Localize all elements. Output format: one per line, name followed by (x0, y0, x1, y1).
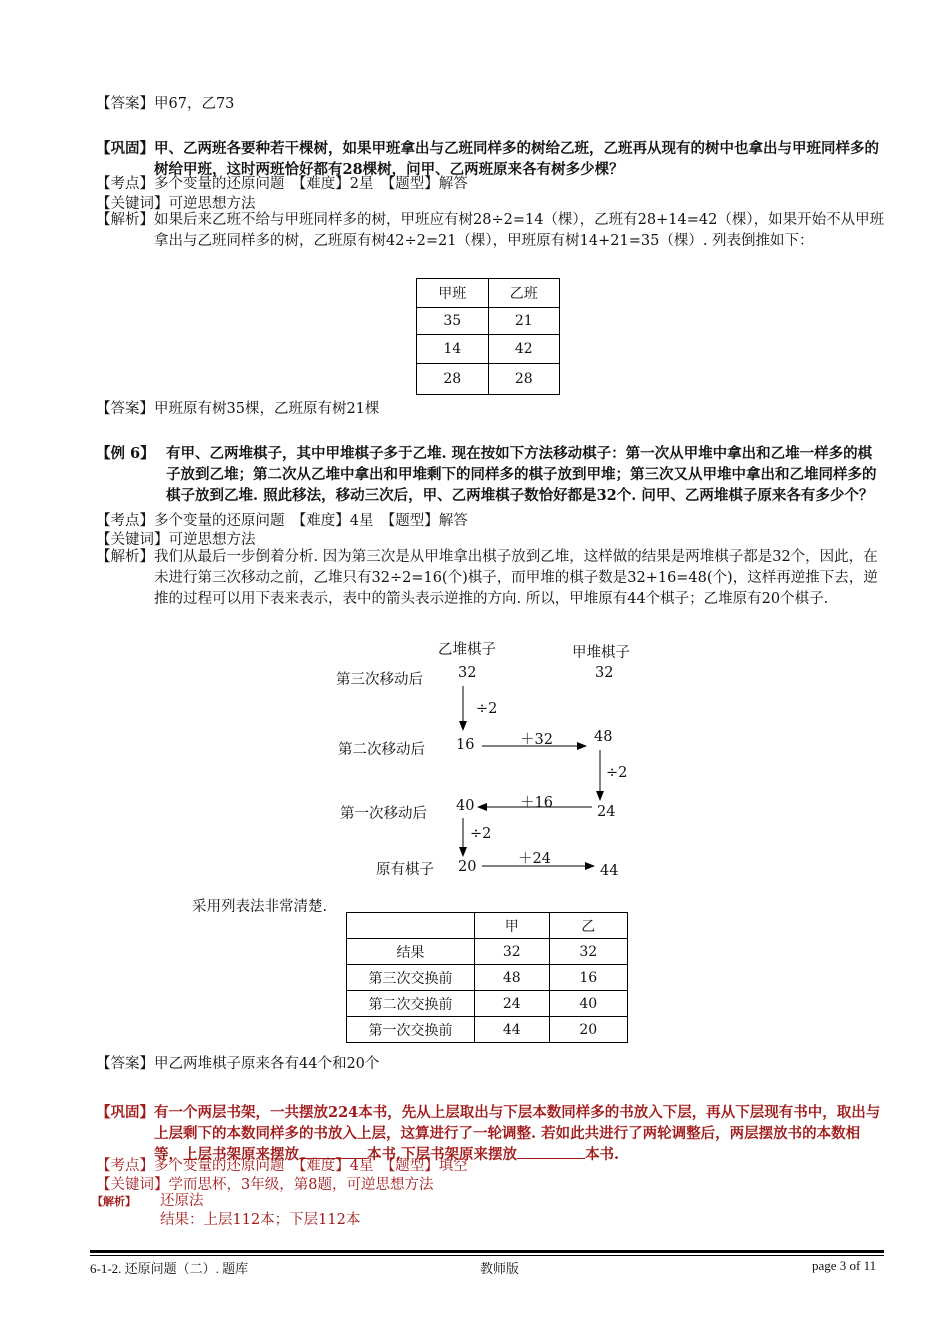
op-c: ÷2 (606, 765, 628, 781)
table-cell: 28 (417, 364, 489, 395)
exchange-table (346, 912, 628, 1043)
yi-0: 20 (458, 859, 477, 875)
table-cell: 21 (488, 308, 560, 335)
analysis-line-1: 还原法 (160, 1193, 204, 1209)
footer-rule-thin (90, 1255, 884, 1256)
yi-1: 40 (456, 798, 475, 814)
kaodian-line: 【考点】多个变量的还原问题 【难度】4星 【题型】解答 (96, 513, 468, 529)
table-cell: 20 (549, 1017, 628, 1043)
table-row (347, 965, 628, 991)
table-header-cell: 甲班 (417, 279, 489, 308)
keyword-line: 【关键词】可逆思想方法 (96, 532, 256, 548)
table-row (347, 1017, 628, 1043)
footer-center: 教师版 (480, 1261, 520, 1276)
table-header-cell: 乙 (549, 913, 628, 939)
footer-left: 6-1-2. 还原问题（二）. 题库 (90, 1261, 249, 1276)
table-cell: 第二次交换前 (347, 991, 475, 1017)
op-d: ＋16 (520, 795, 553, 811)
example-tag: 【例 6】 (96, 445, 155, 462)
row-0-label: 原有棋子 (376, 862, 434, 878)
question-part-b: 本书,下层书架原来摆放 (367, 1146, 518, 1163)
table-row (347, 939, 628, 965)
table-cell: 35 (417, 308, 489, 335)
op-b: ＋32 (520, 732, 553, 748)
table-row (347, 913, 628, 939)
col-jia-label: 甲堆棋子 (572, 645, 630, 661)
table-cell: 48 (475, 965, 550, 991)
analysis-tag: 【解析】 (92, 1195, 136, 1208)
answer-line: 【答案】甲乙两堆棋子原来各有44个和20个 (96, 1056, 380, 1072)
row-3-label: 第三次移动后 (336, 672, 423, 688)
jia-1: 24 (597, 804, 616, 820)
analysis-text: 如果后来乙班不给与甲班同样多的树，甲班应有树28÷2=14（棵），乙班有28+14=42（棵），如果开始不从甲班拿出与乙班同样多的树，乙班原有树42÷2=21（棵），甲班原有树14+21=35（棵）. 列表倒推如下： (154, 212, 885, 249)
jia-0: 44 (600, 863, 619, 879)
yi-3: 32 (458, 665, 477, 681)
answer-line: 【答案】甲班原有树35棵，乙班原有树21棵 (96, 401, 380, 417)
question-part-a: 有一个两层书架，一共摆放224本书，先从上层取出与下层本数同样多的书放入下层，再从下层现有书中，取出与上层剩下的本数同样多的书放入上层，这算进行了一轮调整. 若如此共进行了两轮调整后，两层摆放书的本数相等，上层书架原来摆放 (154, 1104, 881, 1163)
table-header-cell: 乙班 (488, 279, 560, 308)
op-e: ÷2 (470, 826, 492, 842)
table-header-cell: 甲 (475, 913, 550, 939)
table-cell: 32 (475, 939, 550, 965)
op-a: ÷2 (476, 701, 498, 717)
op-f: ＋24 (518, 851, 551, 867)
table-cell: 14 (417, 335, 489, 364)
question-tag: 【巩固】 (96, 140, 154, 157)
table-cell: 第一次交换前 (347, 1017, 475, 1043)
example-text: 有甲、乙两堆棋子，其中甲堆棋子多于乙堆. 现在按如下方法移动棋子：第一次从甲堆中拿出和乙堆一样多的棋子放到乙堆；第二次从乙堆中拿出和甲堆剩下的同样多的棋子放到甲堆；第三次又从甲堆中拿出和乙堆同样多的棋子放到乙堆. 照此移法，移动三次后，甲、乙两堆棋子数恰好都是32个. 问甲、乙两堆棋子原来各有多少个？ (166, 445, 877, 504)
col-yi-label: 乙堆棋子 (438, 642, 496, 658)
jia-2: 48 (594, 729, 613, 745)
table-row (347, 991, 628, 1017)
table-cell: 32 (549, 939, 628, 965)
jia-3: 32 (595, 665, 614, 681)
analysis-line-2: 结果：上层112本；下层112本 (160, 1212, 361, 1228)
analysis-tag: 【解析】 (96, 212, 154, 228)
table-cell: 44 (475, 1017, 550, 1043)
row-2-label: 第二次移动后 (338, 742, 425, 758)
row-1-label: 第一次移动后 (340, 806, 427, 822)
table-cell: 24 (475, 991, 550, 1017)
table-intro: 采用列表法非常清楚. (192, 899, 328, 915)
keyword-line: 【关键词】学而思杯，3年级，第8题，可逆思想方法 (96, 1177, 434, 1193)
footer-page: page 3 of 11 (812, 1258, 877, 1273)
analysis-text: 我们从最后一步倒着分析. 因为第三次是从甲堆拿出棋子放到乙堆，这样做的结果是两堆棋子都是32个，因此，在未进行第三次移动之前，乙堆只有32÷2=16(个)棋子，而甲堆的棋子数是32+16=48(个)，这样再逆推下去，逆推的过程可以用下表来表示，表中的箭头表示逆推的方向. 所以，甲堆原有44个棋子；乙堆原有20个棋子. (154, 549, 878, 607)
table-cell: 40 (549, 991, 628, 1017)
table-cell: 结果 (347, 939, 475, 965)
table-header-cell (347, 913, 475, 939)
table-cell: 第三次交换前 (347, 965, 475, 991)
question-text: 甲、乙两班各要种若干棵树，如果甲班拿出与乙班同样多的树给乙班，乙班再从现有的树中也拿出与甲班同样多的树给甲班，这时两班恰好都有28棵树，问甲、乙两班原来各有树多少棵？ (154, 140, 879, 178)
question-part-c: 本书. (585, 1146, 620, 1163)
answer-prev: 【答案】甲67，乙73 (96, 96, 235, 112)
table-cell: 42 (488, 335, 560, 364)
kaodian-line: 【考点】多个变量的还原问题 【难度】4星 【题型】填空 (96, 1158, 468, 1174)
table-cell: 28 (488, 364, 560, 395)
kaodian-line: 【考点】多个变量的还原问题 【难度】2星 【题型】解答 (96, 176, 468, 192)
yi-2: 16 (456, 737, 475, 753)
footer-rule-thick (90, 1250, 884, 1253)
question-tag: 【巩固】 (96, 1104, 154, 1121)
analysis-tag: 【解析】 (96, 549, 154, 565)
table-cell: 16 (549, 965, 628, 991)
keyword-line: 【关键词】可逆思想方法 (96, 196, 256, 212)
